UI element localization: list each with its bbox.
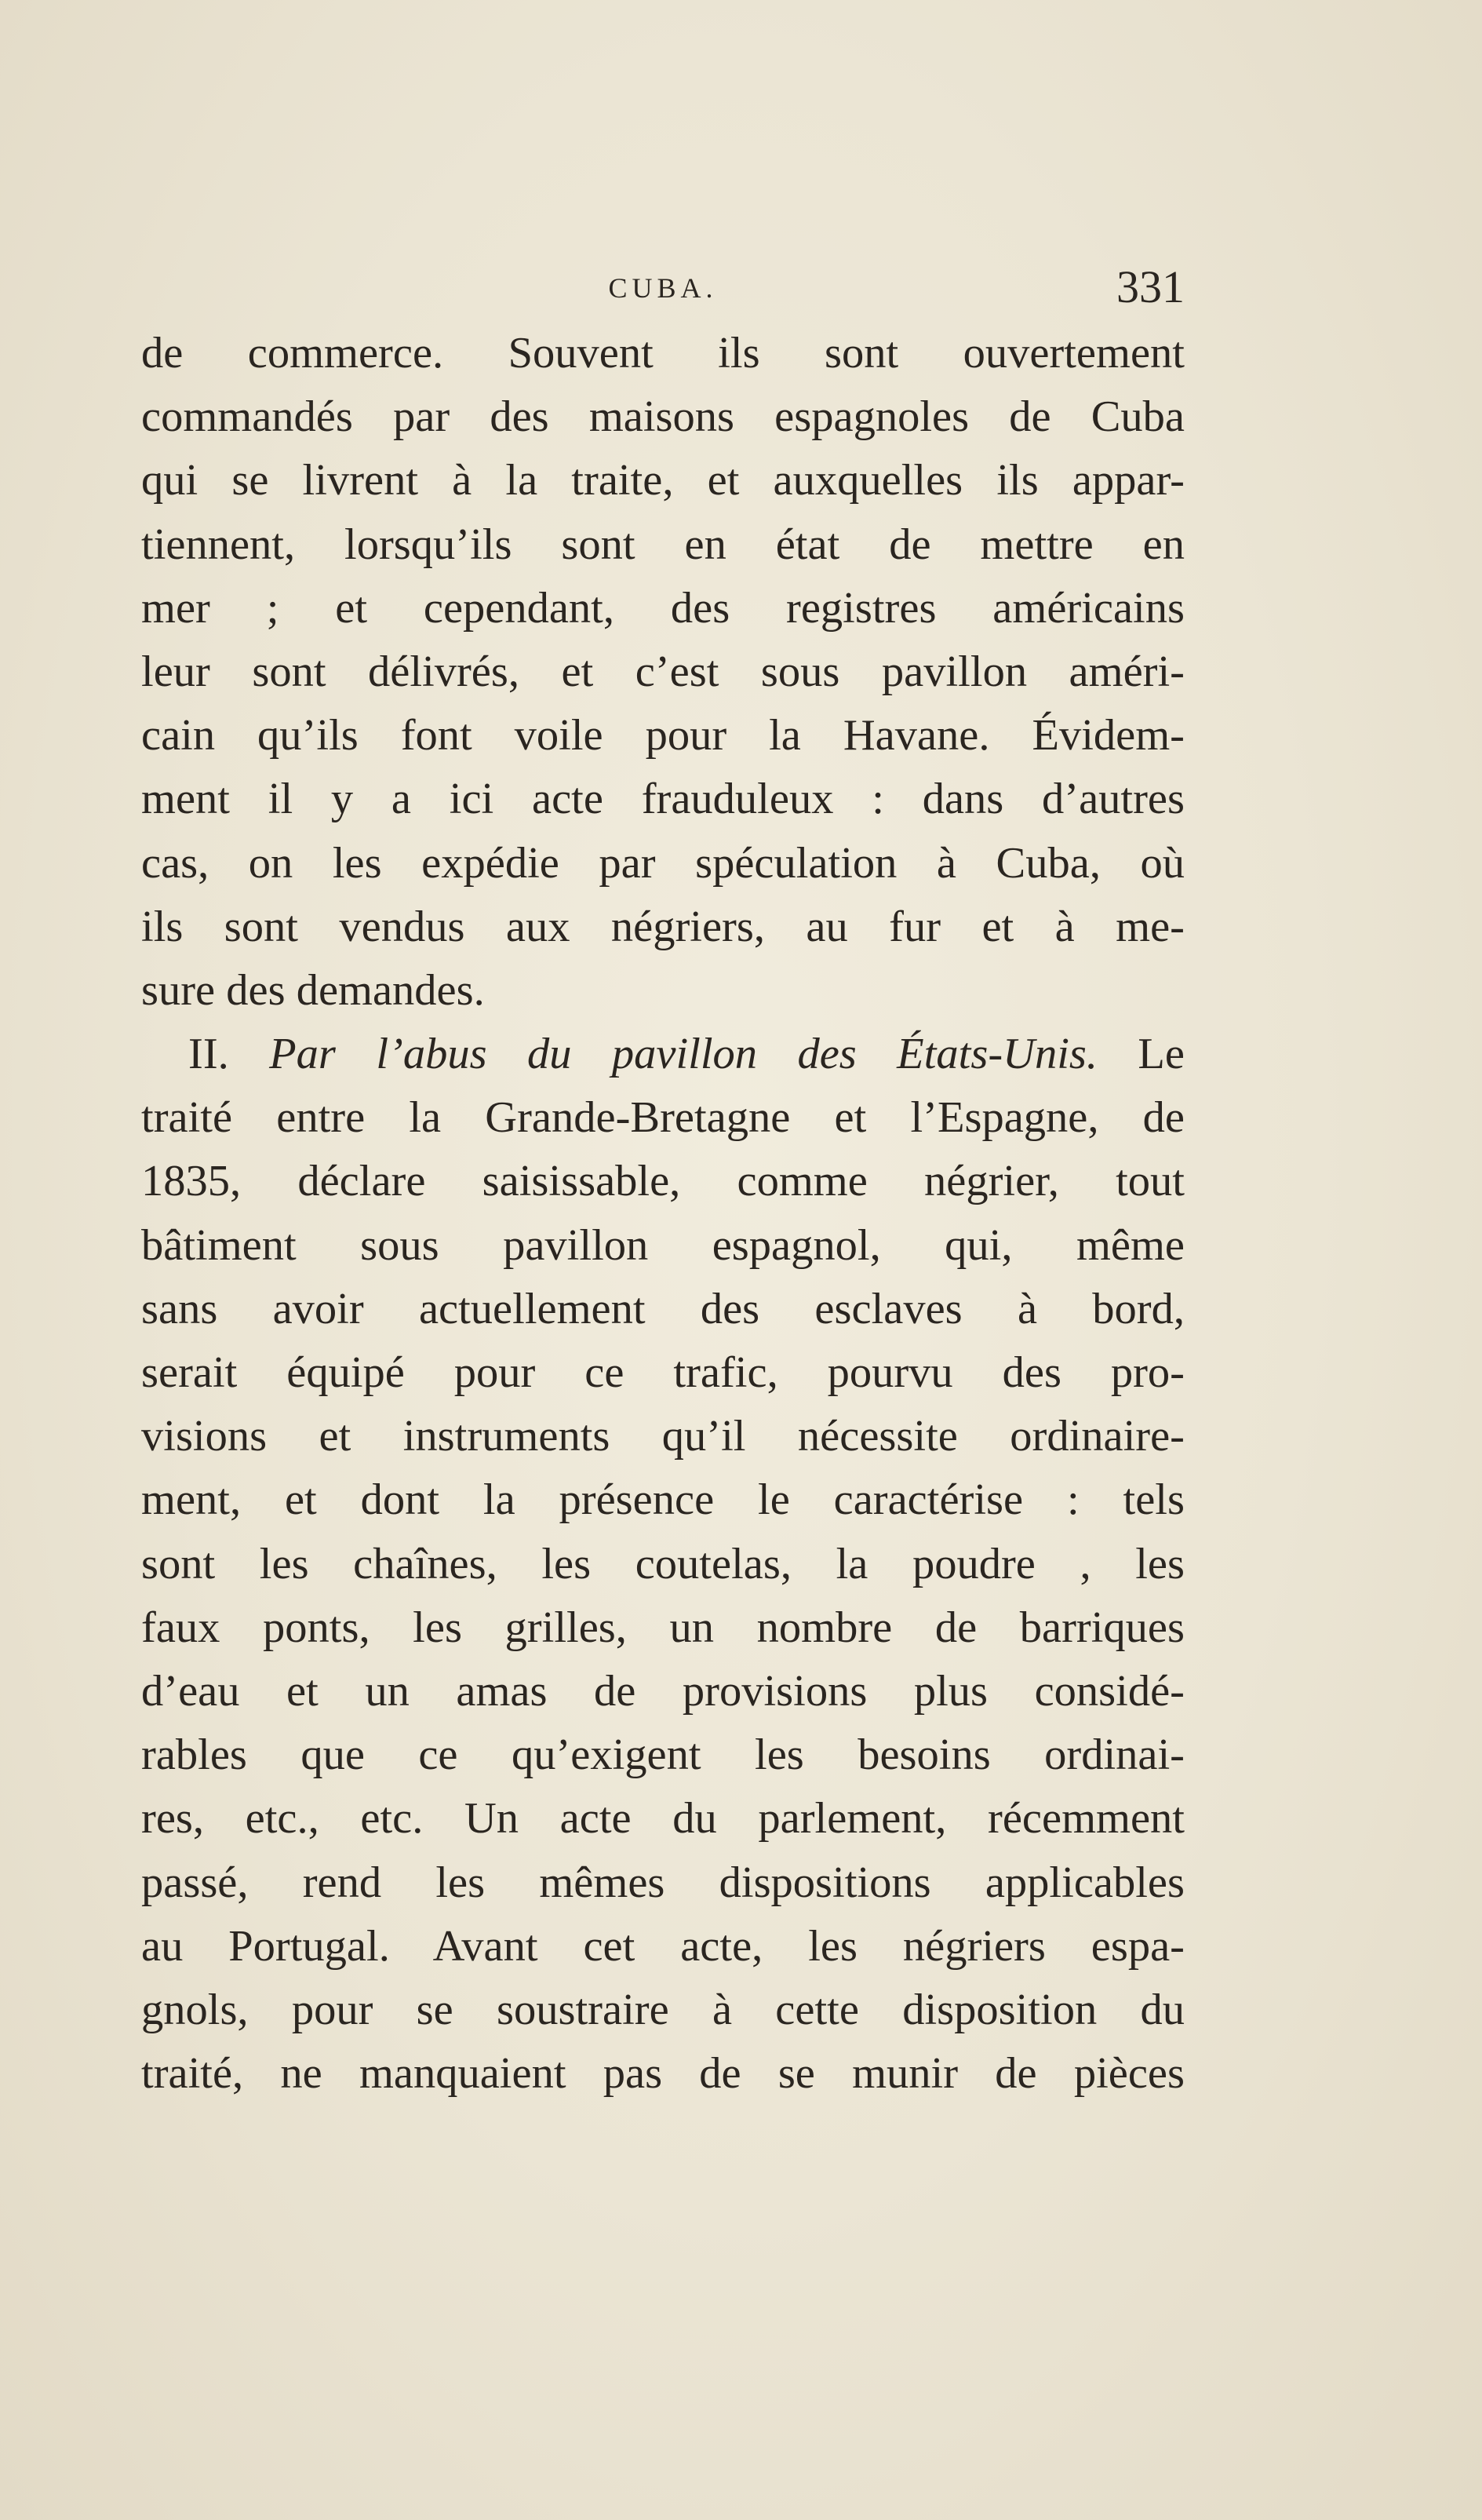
- text-line: visions et instruments qu’il nécessite ordinaire-: [141, 1412, 1185, 1461]
- text-line: res, etc., etc. Un acte du parlement, récemment: [141, 1794, 1185, 1844]
- text-line: rables que ce qu’exigent les besoins ordinai-: [141, 1730, 1185, 1780]
- text-line: de commerce. Souvent ils sont ouvertement: [141, 329, 1185, 377]
- text-line: ment, et dont la présence le caractérise : tels: [141, 1475, 1185, 1525]
- text-line: d’eau et un amas de provisions plus considé-: [141, 1666, 1185, 1716]
- text-line: au Portugal. Avant cet acte, les négriers espa-: [141, 1921, 1185, 1971]
- text-line: gnols, pour se soustraire à cette disposition du: [141, 1985, 1185, 2034]
- text-line: cain qu’ils font voile pour la Havane. Évidem-: [141, 711, 1185, 760]
- text-line: sont les chaînes, les coutelas, la poudre , les: [141, 1539, 1185, 1588]
- section-line-rest: Le: [1138, 1030, 1185, 1079]
- section-title: Par l’abus du pavillon des États-Unis.: [269, 1030, 1098, 1079]
- text-line: traité entre la Grande-Bretagne et l’Espagne, de: [141, 1093, 1185, 1143]
- text-line: serait équipé pour ce trafic, pourvu des pro-: [141, 1348, 1185, 1397]
- text-line: bâtiment sous pavillon espagnol, qui, même: [141, 1220, 1185, 1270]
- body-text: [141, 322, 1185, 2106]
- section-numeral: II.: [188, 1030, 229, 1079]
- text-line: ils sont vendus aux négriers, au fur et à me-: [141, 902, 1185, 951]
- text-line: 1835, déclare saisissable, comme négrier, tout: [141, 1157, 1185, 1206]
- text-line: faux ponts, les grilles, un nombre de barriques: [141, 1603, 1185, 1652]
- text-line: traité, ne manquaient pas de se munir de pièces: [141, 2049, 1185, 2099]
- text-line: ment il y a ici acte frauduleux : dans d’autres: [141, 775, 1185, 824]
- text-line: cas, on les expédie par spéculation à Cuba, où: [141, 838, 1185, 888]
- text-line: tiennent, lorsqu’ils sont en état de mettre en: [141, 520, 1185, 569]
- text-line: sans avoir actuellement des esclaves à bord,: [141, 1284, 1185, 1333]
- text-line: qui se livrent à la traite, et auxquelles ils appar-: [141, 456, 1185, 505]
- section-heading-line: [141, 1023, 1185, 1086]
- paragraph: [141, 1023, 1185, 2106]
- text-line: commandés par des maisons espagnoles de Cuba: [141, 392, 1185, 442]
- text-line: sure des demandes.: [141, 965, 485, 1015]
- page-number: 331: [1116, 261, 1185, 312]
- running-head: [141, 261, 1185, 312]
- text-line: leur sont délivrés, et c’est sous pavillon améri-: [141, 647, 1185, 696]
- text-line: passé, rend les mêmes dispositions applicables: [141, 1858, 1185, 1907]
- running-title: CUBA.: [608, 272, 718, 304]
- paragraph: [141, 322, 1185, 1023]
- text-line: mer ; et cependant, des registres américains: [141, 583, 1185, 633]
